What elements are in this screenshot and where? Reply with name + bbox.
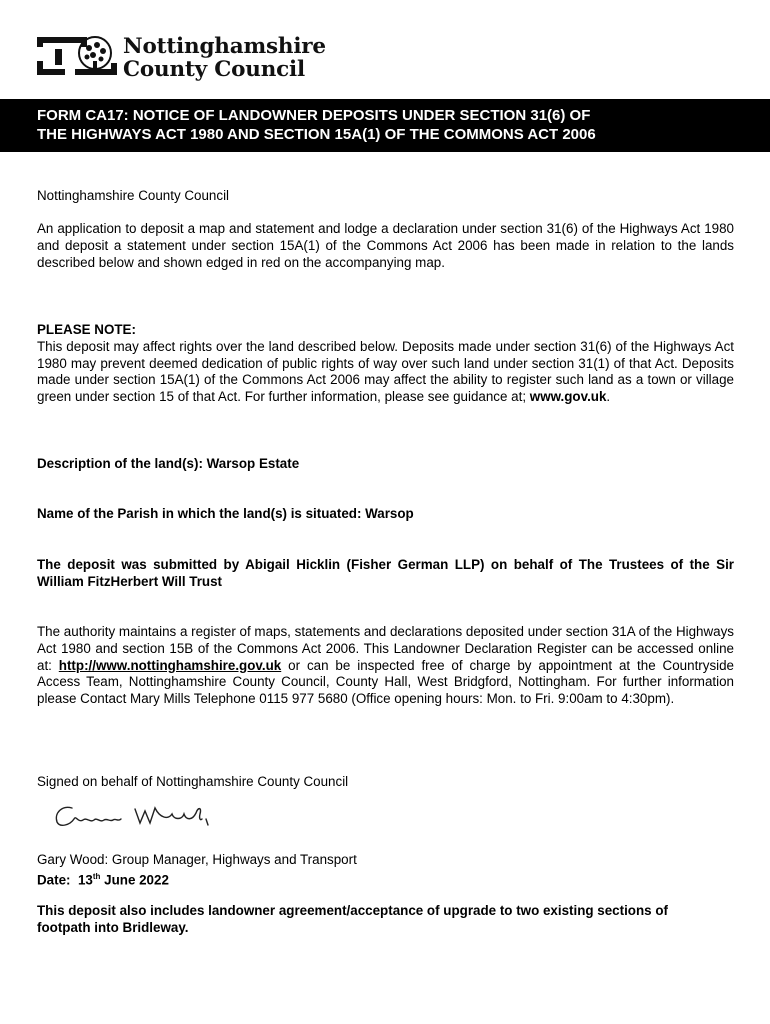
logo-line-1: Nottinghamshire [123, 34, 326, 59]
closing-note: This deposit also includes landowner agreement/acceptance of upgrade to two existing sections of footpath into Bridleway. [37, 903, 668, 935]
council-logo-text [123, 35, 326, 81]
please-note-end: . [606, 389, 611, 405]
application-paragraph: An application to deposit a map and statement and lodge a declaration under section 31(6) of the Highways Act 1980 and deposit a statement under section 15A(1) of the Commons Act 2006 has been made in relation to the lands described below and shown edged in red on the accompanying map. [37, 221, 734, 270]
signatory-name: Gary Wood: Group Manager, Highways and Transport [37, 852, 357, 867]
date-suffix: th [92, 871, 101, 881]
register-paragraph [37, 624, 734, 708]
register-text-before: The authority maintains a register of maps, statements and declarations deposited under section 31A of the Highways Act 1980 and section 15B of the Commons Act 2006. This Landowner Declaration Register can be accessed online at: [37, 624, 734, 673]
signed-date [37, 869, 734, 889]
deposit-submitted-by: The deposit was submitted by Abigail Hicklin (Fisher German LLP) on behalf of The Trustees of the Sir William FitzHerbert Will Trust [37, 557, 734, 589]
nottinghamshire-website-link[interactable]: http://www.nottinghamshire.gov.uk [58, 657, 282, 673]
date-rest: June 2022 [104, 872, 169, 888]
please-note-section [37, 322, 734, 406]
signed-on-behalf: Signed on behalf of Nottinghamshire County Council [37, 774, 349, 789]
form-title-bar [0, 99, 770, 152]
form-title-line-1: FORM CA17: NOTICE OF LANDOWNER DEPOSITS UNDER SECTION 31(6) OF [37, 107, 591, 124]
signatory-block [37, 852, 734, 889]
date-day: 13 [77, 872, 93, 888]
logo-line-2: County Council [123, 57, 305, 82]
council-crest-icon [35, 33, 119, 79]
please-note-body [37, 339, 734, 406]
parish-name: Name of the Parish in which the land(s) is situated: Warsop [37, 506, 414, 521]
please-note-heading: PLEASE NOTE: [37, 322, 136, 337]
gov-uk-link[interactable]: www.gov.uk [529, 389, 607, 405]
register-text-after: or can be inspected free of charge by appointment at the Countryside Access Team, Nottinghamshire County Council, County Hall, West Bridgford, Nottingham. For further information please Contact Mary Mills Telephone 0115 977 5680 (Office opening hours: Mon. to Fri. 9:00am to 4:30pm). [37, 657, 735, 707]
land-description: Description of the land(s): Warsop Estate [37, 456, 300, 471]
council-name: Nottinghamshire County Council [37, 188, 230, 203]
date-label: Date: [37, 872, 71, 888]
form-title-line-2: THE HIGHWAYS ACT 1980 AND SECTION 15A(1) OF THE COMMONS ACT 2006 [37, 126, 596, 143]
handwritten-signature [50, 799, 215, 835]
please-note-text: This deposit may affect rights over the land described below. Deposits made under section 31(6) of the Highways Act 1980 may prevent deemed dedication of public rights of way over such land under section 31(1) of that Act. Deposits made under section 15A(1) of the Commons Act 2006 may affect the ability to register such land as a town or village green under section 15 of that Act. For further information, please see guidance at; [37, 338, 734, 405]
